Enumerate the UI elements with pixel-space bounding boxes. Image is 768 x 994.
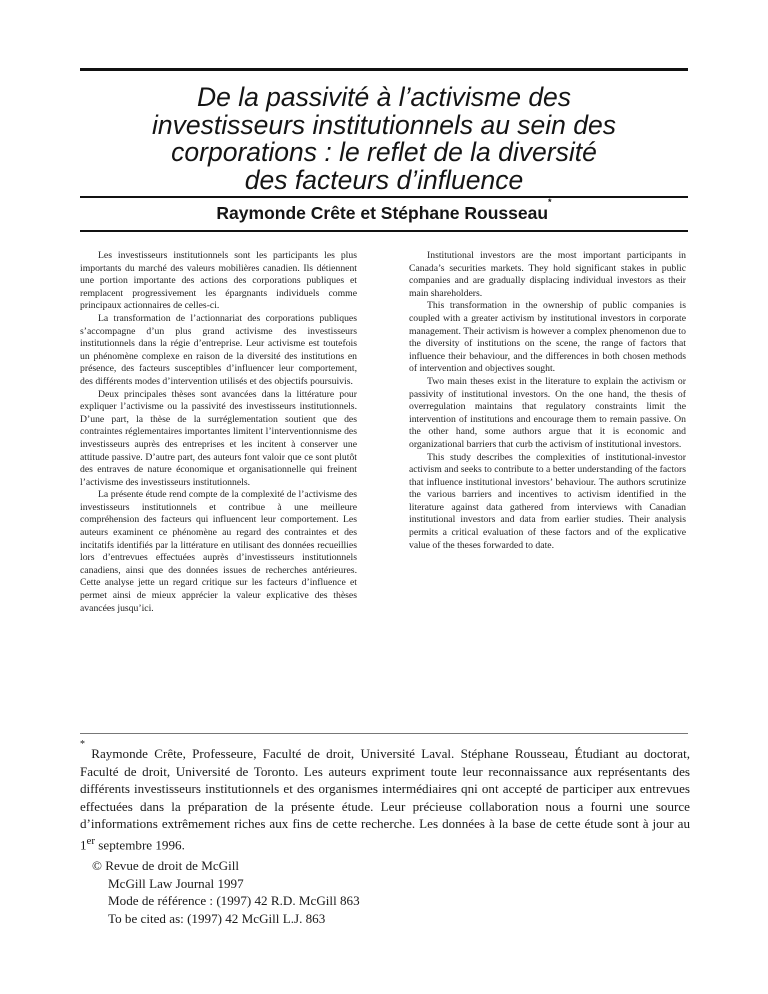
citation-english: To be cited as: (1997) 42 McGill L.J. 863 (108, 910, 326, 926)
author-names: Raymonde Crête et Stéphane Rousseau (216, 203, 549, 223)
title-line: corporations : le reflet de la diversité (171, 137, 597, 167)
author-footnote (80, 739, 690, 854)
title-line: De la passivité à l’activisme des (196, 82, 572, 112)
footnote-body: Raymonde Crête, Professeure, Faculté de droit, Université Laval. Stéphane Rousseau, Étudiant au doctorat, Faculté de droit, Université de Toronto. Les auteurs expriment toute leur reconnaissance aux représentants des différents investisseurs institutionnels et des organismes intermédiaires qni ont accepté de participer aux entrevues effectuées dans la préparation de la présente étude. Leur précieuse collaboration nous a fourni une source d’informations extrêmement riches aux fins de cette recherche. Les données à la base de cette étude sont à jour au 1 (80, 746, 690, 853)
footnote-mark: * (80, 739, 85, 750)
footnote-body-end: septembre 1996. (95, 837, 185, 853)
copyright-line: © Revue de droit de McGill (92, 858, 240, 873)
abstract-paragraph: Les investisseurs institutionnels sont les participants les plus importants du marché des valeurs mobilières canadien. Ils détiennent une portion importante des actions des corporations publiques et remplacent progressivement les épargnants individuels comme principaux actionnaires de celles-ci. (80, 250, 357, 312)
abstract-paragraph: Two main theses exist in the literature to explain the activism or passivity of institutional investors. On the one hand, the thesis of overregulation maintains that regulatory constraints limit the intervention of institutions and encourage them to remain passive. On the other hand, some authors argue that it is economic and organizational barriers that curb the activism of institutional investors. (409, 375, 686, 450)
title-rule (80, 196, 688, 198)
article-title (80, 84, 688, 194)
abstract-paragraph: Institutional investors are the most important participants in Canada’s securities markets. They hold significant stakes in public companies and are gradually displacing individual investors as their main shareholders. (409, 250, 686, 299)
abstract-paragraph: This study describes the complexities of institutional-investor activism and seeks to contribute to a better understanding of the factors that influence institutional investors’ behaviour. The authors scrutinize the various barriers and incentives to activism identified in the literature against data gathered from interviews with Canadian institutional investors and data from earlier studies. Their analysis permits a critical evaluation of these factors and of the explicative value of the theses forwarded to date. (409, 451, 686, 551)
abstract-paragraph: This transformation in the ownership of public companies is coupled with a greater activism by institutional investors in corporate management. Their activism is however a complex phenomenon due to the diversity of institutions on the scene, the range of factors that influence their behaviour, and the differences in both chosen methods of intervention and objectives sought. (409, 300, 686, 375)
top-rule (80, 68, 688, 71)
abstract-paragraph: La transformation de l’actionnariat des corporations publiques s’accompagne d’un plus grand activisme des investisseurs institutionnels dans la régie d’entreprise. Leur activisme est toutefois un phénomène complexe en raison de la diversité des institutions en présence, des facteurs susceptibles d’influencer leur comportement, des différents modes d’intervention utilisés et des objectifs poursuivis. (80, 312, 357, 387)
footnote-text (80, 739, 690, 854)
journal-line: McGill Law Journal 1997 (108, 875, 244, 891)
abstract-french (80, 250, 357, 615)
footnote-ordinal: er (86, 834, 96, 847)
abstract-paragraph: Deux principales thèses sont avancées dans la littérature pour expliquer l’activisme ou la passivité des investisseurs institutionnels. D’une part, la thèse de la surréglementation soutient que des contraintes réglementaires importantes limitent l’interventionnisme des investisseurs auprès des entreprises et les incitent à conserver une attitude passive. D’autre part, des auteurs font valoir que ce sont plutôt des entraves de nature économique et organisationnelle qui freinent l’activisme des investisseurs institutionnels. (80, 388, 357, 488)
author-rule (80, 230, 688, 232)
title-line: investisseurs institutionnels au sein des (152, 109, 616, 140)
citation-french: Mode de référence : (1997) 42 R.D. McGill 863 (108, 893, 360, 909)
title-line: des facteurs d’influence (244, 164, 524, 195)
abstract-english (409, 250, 686, 552)
author-line (80, 197, 688, 224)
footnote-separator (80, 733, 688, 734)
citation-block (80, 857, 360, 927)
abstract-paragraph: La présente étude rend compte de la complexité de l’activisme des investisseurs institutionnels et contribue à une meilleure compréhension des facteurs qui influencent leur comportement. Les auteurs examinent ce phénomène au regard des contraintes et des incitatifs identifiés par la littérature en utilisant des données recueillies lors d’entrevues effectuées auprès d’investisseurs institutionnels canadiens, ainsi que des données issues de recherches antérieures. Cette analyse jette un regard critique sur les facteurs d’influence et permet ainsi de mieux apprécier la valeur explicative des thèses avancées jusqu’ici. (80, 489, 357, 614)
author-footnote-mark: * (548, 197, 552, 207)
